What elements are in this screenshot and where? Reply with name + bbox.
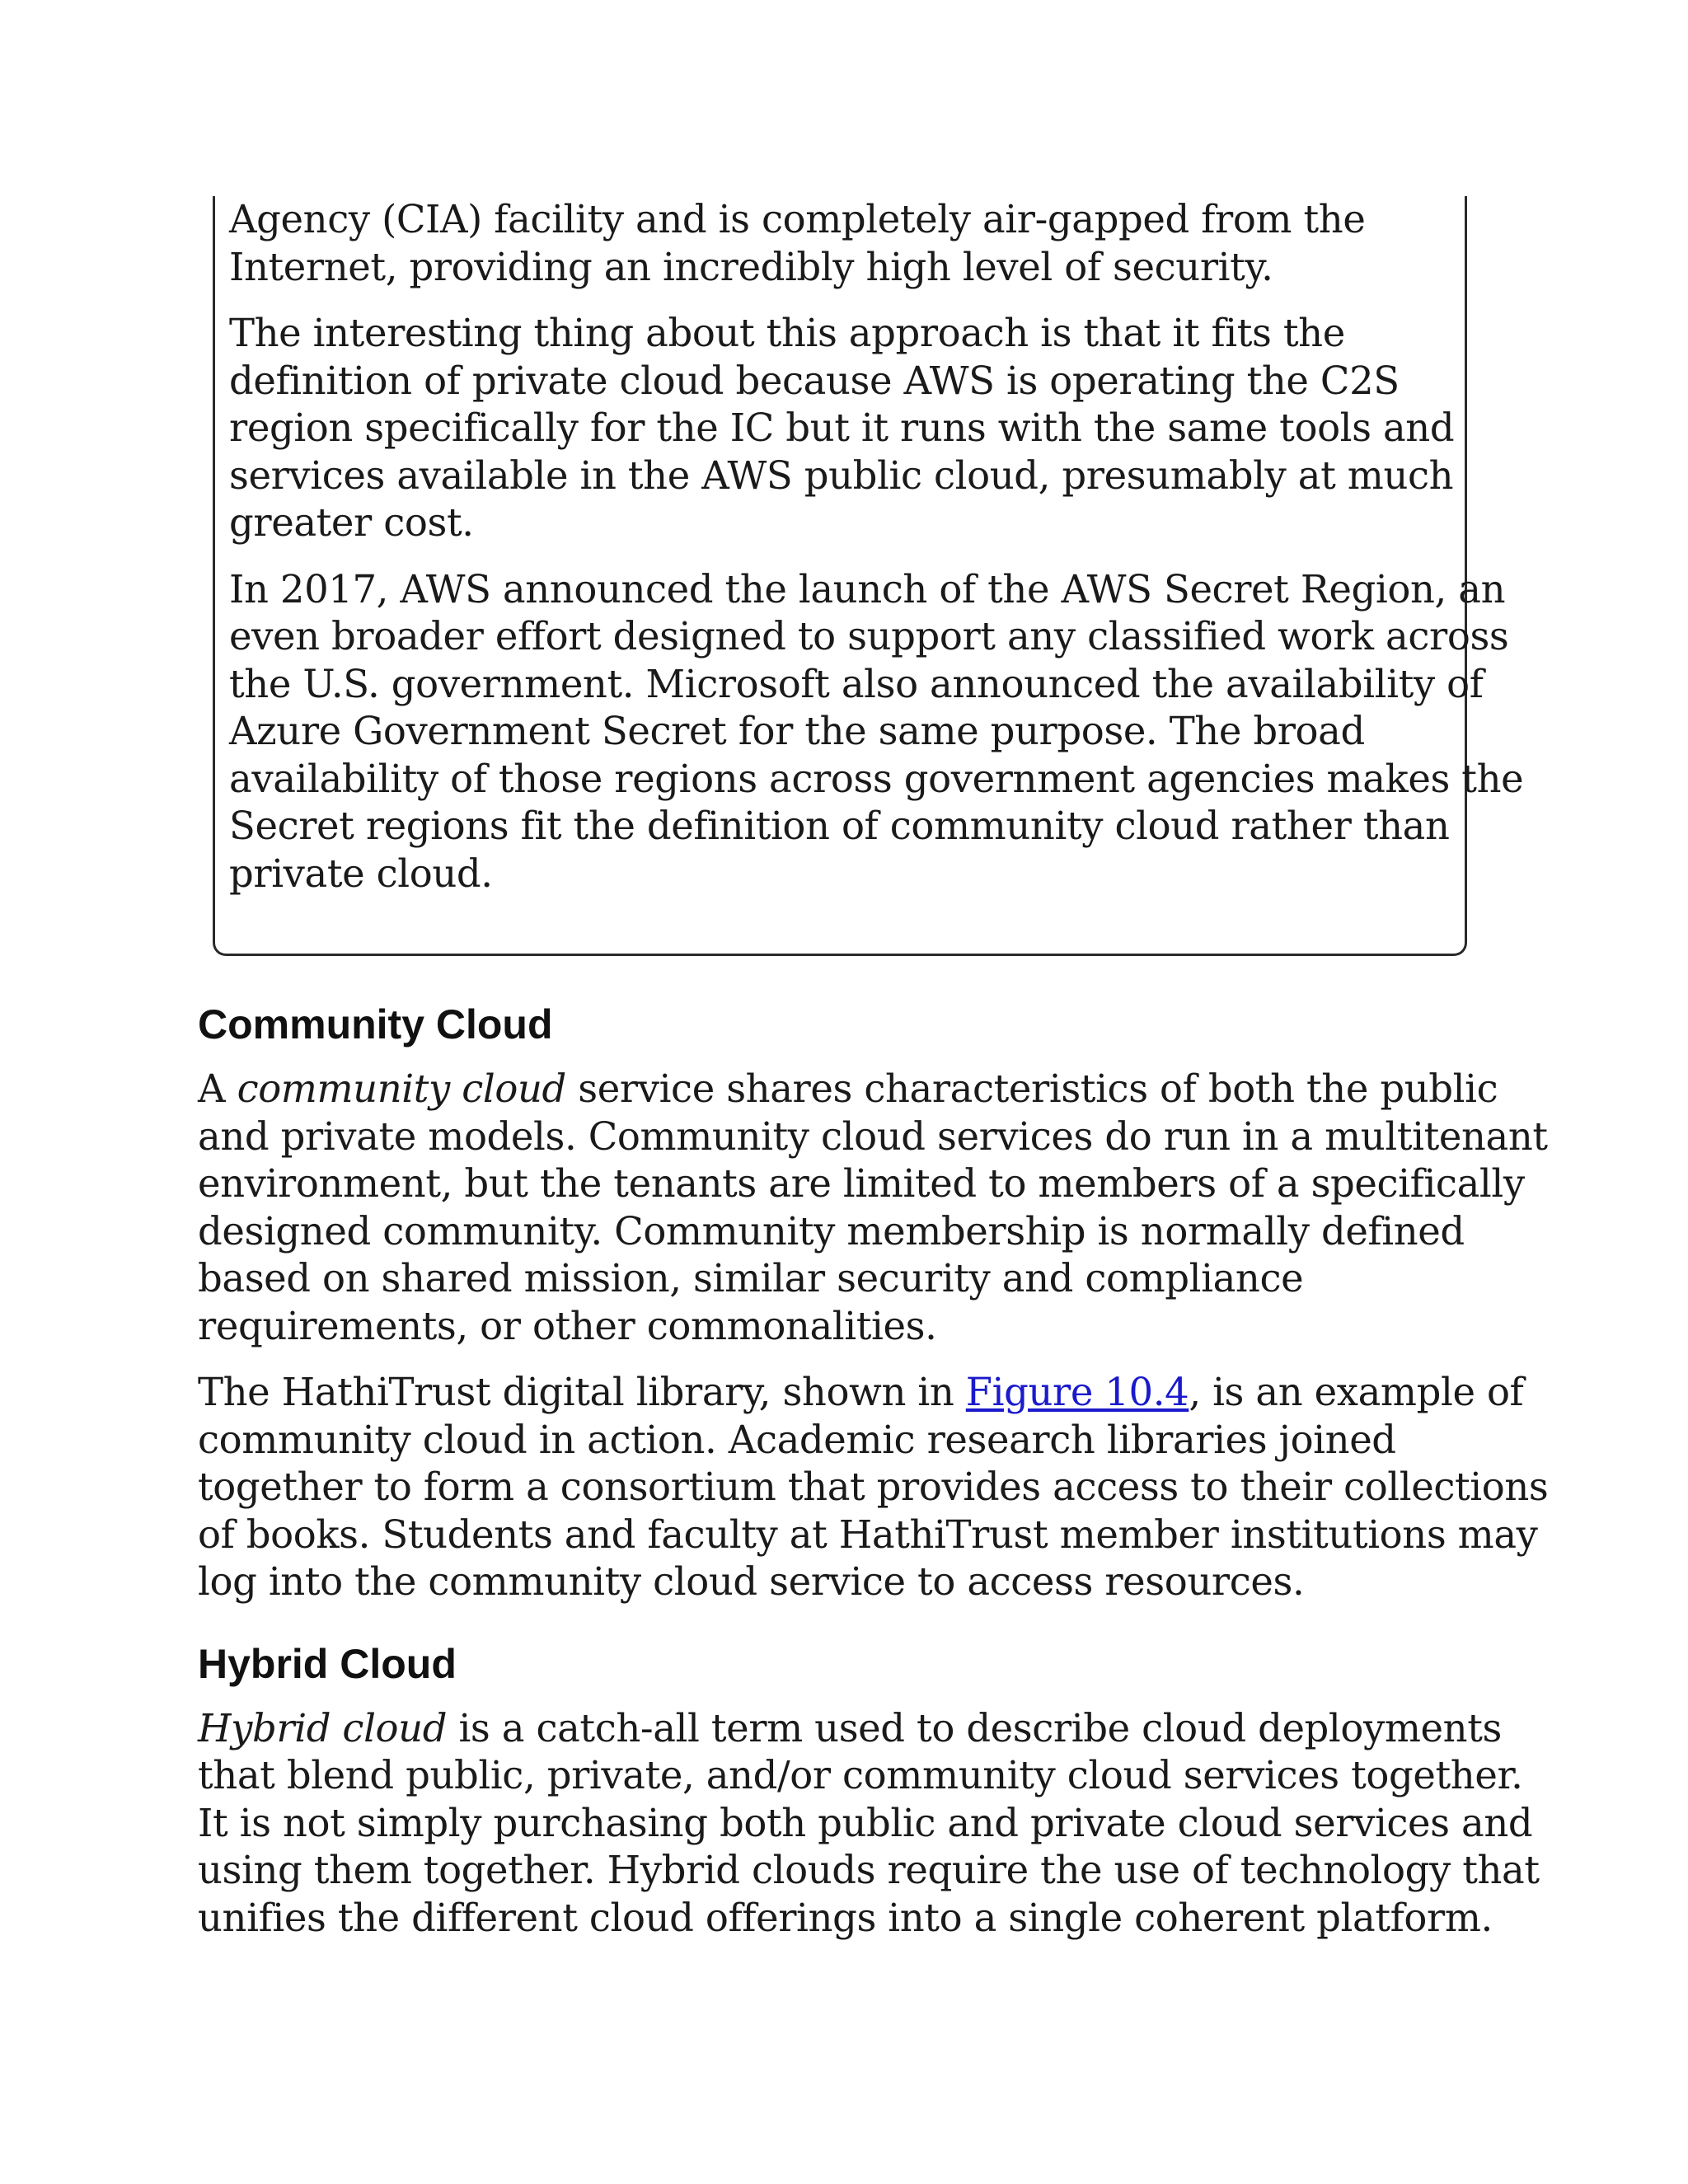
text-line: even broader effort designed to support any classified work across xyxy=(229,614,1509,658)
text-run: A xyxy=(198,1066,237,1111)
term-community-cloud: community cloud xyxy=(237,1066,566,1111)
text-line: It is not simply purchasing both public and private cloud services and xyxy=(198,1800,1533,1845)
text-line: log into the community cloud service to access resources. xyxy=(198,1559,1305,1604)
text-line: services available in the AWS public cloud, presumably at much xyxy=(229,452,1454,498)
text-run: , is an example of xyxy=(1189,1370,1524,1414)
text-line: Secret regions fit the definition of community cloud rather than xyxy=(229,804,1450,848)
text-line xyxy=(198,1369,1524,1417)
section-heading-community-cloud: Community Cloud xyxy=(198,1001,553,1047)
sidebar-paragraph-3 xyxy=(229,566,1524,898)
text-line xyxy=(198,1066,1517,1113)
text-line: The interesting thing about this approach is that it fits the xyxy=(229,311,1345,355)
text-line: region specifically for the IC but it runs with the same tools and xyxy=(229,405,1455,450)
text-line: based on shared mission, similar security and compliance xyxy=(198,1256,1304,1301)
main-content xyxy=(198,1000,1549,1961)
text-line: of books. Students and faculty at HathiTrust member institutions may xyxy=(198,1511,1538,1557)
term-hybrid-cloud: Hybrid cloud xyxy=(198,1705,448,1750)
text-line: that blend public, private, and/or community cloud services together. xyxy=(198,1753,1523,1797)
text-run: The HathiTrust digital library, shown in xyxy=(198,1370,966,1414)
sidebar-content xyxy=(229,196,1524,916)
text-line: definition of private cloud because AWS is operating the C2S xyxy=(229,358,1400,403)
text-line: requirements, or other commonalities. xyxy=(198,1303,937,1348)
text-line: greater cost. xyxy=(229,500,474,545)
community-paragraph-2 xyxy=(198,1369,1549,1606)
text-run: service shares characteristics of both the public xyxy=(565,1066,1498,1111)
text-line: environment, but the tenants are limited to members of a specifically xyxy=(198,1161,1525,1206)
text-line: availability of those regions across government agencies makes the xyxy=(229,756,1524,801)
text-line: In 2017, AWS announced the launch of the AWS Secret Region, an xyxy=(229,566,1506,612)
community-paragraph-1 xyxy=(198,1066,1548,1350)
text-line: Agency (CIA) facility and is completely air-gapped from the xyxy=(229,197,1366,241)
text-line: and private models. Community cloud services do run in a multitenant xyxy=(198,1113,1548,1159)
sidebar-paragraph-2 xyxy=(229,310,1465,547)
text-line: community cloud in action. Academic research libraries joined xyxy=(198,1417,1396,1462)
text-line: Internet, providing an incredibly high level of security. xyxy=(229,244,1273,289)
text-run: is a catch-all term used to describe cloud deployments xyxy=(447,1705,1502,1750)
text-line: Azure Government Secret for the same purpose. The broad xyxy=(229,709,1365,753)
text-line xyxy=(198,1705,1517,1753)
figure-10-4-link[interactable]: Figure 10.4 xyxy=(965,1370,1189,1414)
section-heading-hybrid-cloud: Hybrid Cloud xyxy=(198,1640,457,1687)
text-line: private cloud. xyxy=(229,851,493,896)
text-line: using them together. Hybrid clouds require the use of technology that xyxy=(198,1848,1540,1892)
text-line: together to form a consortium that provides access to their collections xyxy=(198,1465,1549,1509)
text-line: designed community. Community membership is normally defined xyxy=(198,1208,1465,1254)
hybrid-paragraph-1 xyxy=(198,1705,1540,1943)
sidebar-paragraph-1 xyxy=(229,196,1465,291)
text-line: the U.S. government. Microsoft also announced the availability of xyxy=(229,661,1484,706)
text-line: unifies the different cloud offerings into a single coherent platform. xyxy=(198,1895,1493,1940)
